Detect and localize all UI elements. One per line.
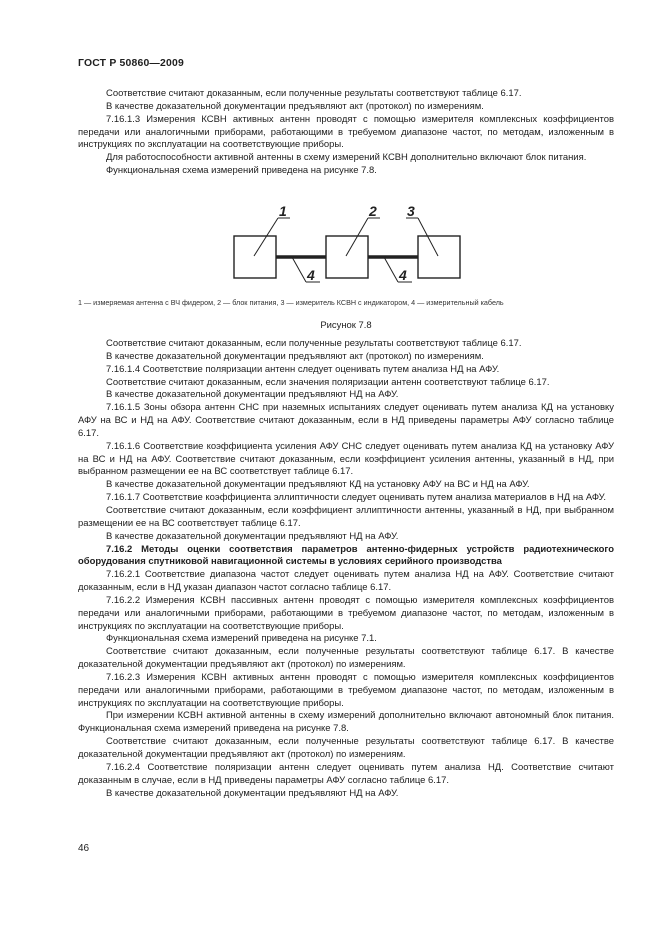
leader-3 [418,218,438,256]
paragraph: 7.16.2.3 Измерения КСВН активных антенн проводят с помощью измерителя комплексных коэффициентов передачи или аналогичными приборами, работающими в требуемом диапазоне частот, по методам, изложенным в инструкциях по эксплуатации на соответствующие приборы. [78,671,614,709]
paragraph: Соответствие считают доказанным, если полученные результаты соответствуют таблице 6.17. В качестве доказательной документации предъявляют акт (протокол) по измерениям. [78,736,614,760]
label-1: 1 [279,204,287,219]
paragraph: 7.16.1.5 Зоны обзора антенн СНС при наземных испытаниях следует оценивать путем анализа КД на установку АФУ на ВС и НД на АФУ. Соответствие считают доказанным, если в НД приведены параметры АФУ согласно таблице 6.17. [78,402,614,439]
paragraph: Соответствие считают доказанным, если полученные результаты соответствуют таблице 6.17. [106,338,522,349]
label-3: 3 [407,204,415,219]
paragraph: Функциональная схема измерений приведена на рисунке 7.1. [106,633,377,645]
paragraph: Соответствие считают доказанным, если значения поляризации антенн соответствуют таблице 6.17. [106,376,550,388]
label-2: 2 [369,204,377,219]
paragraph: 7.16.1.3 Измерения КСВН активных антенн проводят с помощью измерителя комплексных коэффициентов передачи или аналогичными приборами, работающими в требуемом диапазоне частот, по методам, изложенным в инструкциях по эксплуатации на соответствующие приборы. [78,113,614,151]
paragraph: 7.16.1.6 Соответствие коэффициента усиления АФУ СНС следует оценивать путем анализа КД на установку АФУ на ВС и НД на АФУ. Соответствие считают доказанным, если коэффициент усиления антенны, указанный в НД, при выбранном размещении ее на ВС соответствует таблице 6.17. [78,440,614,478]
paragraph: В качестве доказательной документации предъявляют НД на АФУ. [106,389,399,401]
paragraph: Функциональная схема измерений приведена на рисунке 7.8. [106,165,377,177]
paragraph: Для работоспособности активной антенны в схему измерений КСВН дополнительно включают блок питания. [106,152,587,164]
antenna-block [234,236,276,278]
leader-1 [254,218,278,256]
page-number: 46 [78,843,90,854]
paragraph: В качестве доказательной документации предъявляют НД на АФУ. [106,787,399,799]
leader-4b [384,257,398,282]
paragraph: 7.16.1.7 Соответствие коэффициента эллиптичности следует оценивать путем анализа материалов в НД на АФУ. [106,492,606,504]
paragraph: 7.16.2.4 Соответствие поляризации антенн следует оценивать путем анализа НД. Соответствие считают доказанным в случае, если в НД приведены параметры АФУ согласно таблице 6.17. [78,761,614,786]
vswr-meter-block [418,236,460,278]
paragraph: При измерении КСВН активной антенны в схему измерений дополнительно включают автономный блок питания. Функциональная схема измерений приведена на рисунке 7.8. [78,710,614,735]
figure-caption: 1 — измеряемая антенна с ВЧ фидером, 2 — блок питания, 3 — измеритель КСВН с индикатором, 4 — измерительный кабель [78,298,504,307]
paragraph: 7.16.2.2 Измерения КСВН пассивных антенн проводят с помощью измерителя комплексных коэффициентов передачи или аналогичными приборами, работающими в требуемом диапазоне частот, по методам, изложенным в инструкциях по эксплуатации на соответствующие приборы. [78,594,614,632]
power-block [326,236,368,278]
paragraph: В качестве доказательной документации предъявляют НД на АФУ. [106,530,399,542]
leader-2 [346,218,368,256]
paragraph: В качестве доказательной документации предъявляют акт (протокол) по измерениям. [106,100,484,112]
section-heading: 7.16.2 Методы оценки соответствия параметров антенно-фидерных устройств радиотехнического оборудования спутниковой навигационной системы в условиях серийного производства [78,543,614,568]
top-text-block [78,88,614,178]
paragraph: Соответствие считают доказанным, если коэффициент эллиптичности антенны, указанный в НД, при выбранном размещении ее на ВС соответствует таблице 6.17. [78,504,614,529]
paragraph: Соответствие считают доказанным, если полученные результаты соответствуют таблице 6.17. В качестве доказательной документации предъявляют акт (протокол) по измерениям. [78,646,614,671]
document-header: ГОСТ Р 50860—2009 [78,58,184,69]
paragraph: В качестве доказательной документации предъявляют акт (протокол) по измерениям. [106,350,484,362]
label-4a: 4 [307,267,315,283]
paragraph: 7.16.1.4 Соответствие поляризации антенн следует оценивать путем анализа НД на АФУ. [106,363,500,375]
label-4b: 4 [399,267,407,283]
diagram-svg [78,204,614,294]
bottom-text-block [78,338,614,800]
paragraph: В качестве доказательной документации предъявляют КД на установку АФУ на ВС и НД на АФУ. [106,479,530,491]
paragraph: 7.16.2.1 Соответствие диапазона частот следует оценивать путем анализа НД на АФУ. Соответствие считают доказанным, если в НД указан диапазон частот согласно таблице 6.17. [78,569,614,594]
figure-title: Рисунок 7.8 [320,320,372,331]
paragraph: Соответствие считают доказанным, если полученные результаты соответствуют таблице 6.17. [106,88,522,99]
leader-4a [292,257,306,282]
